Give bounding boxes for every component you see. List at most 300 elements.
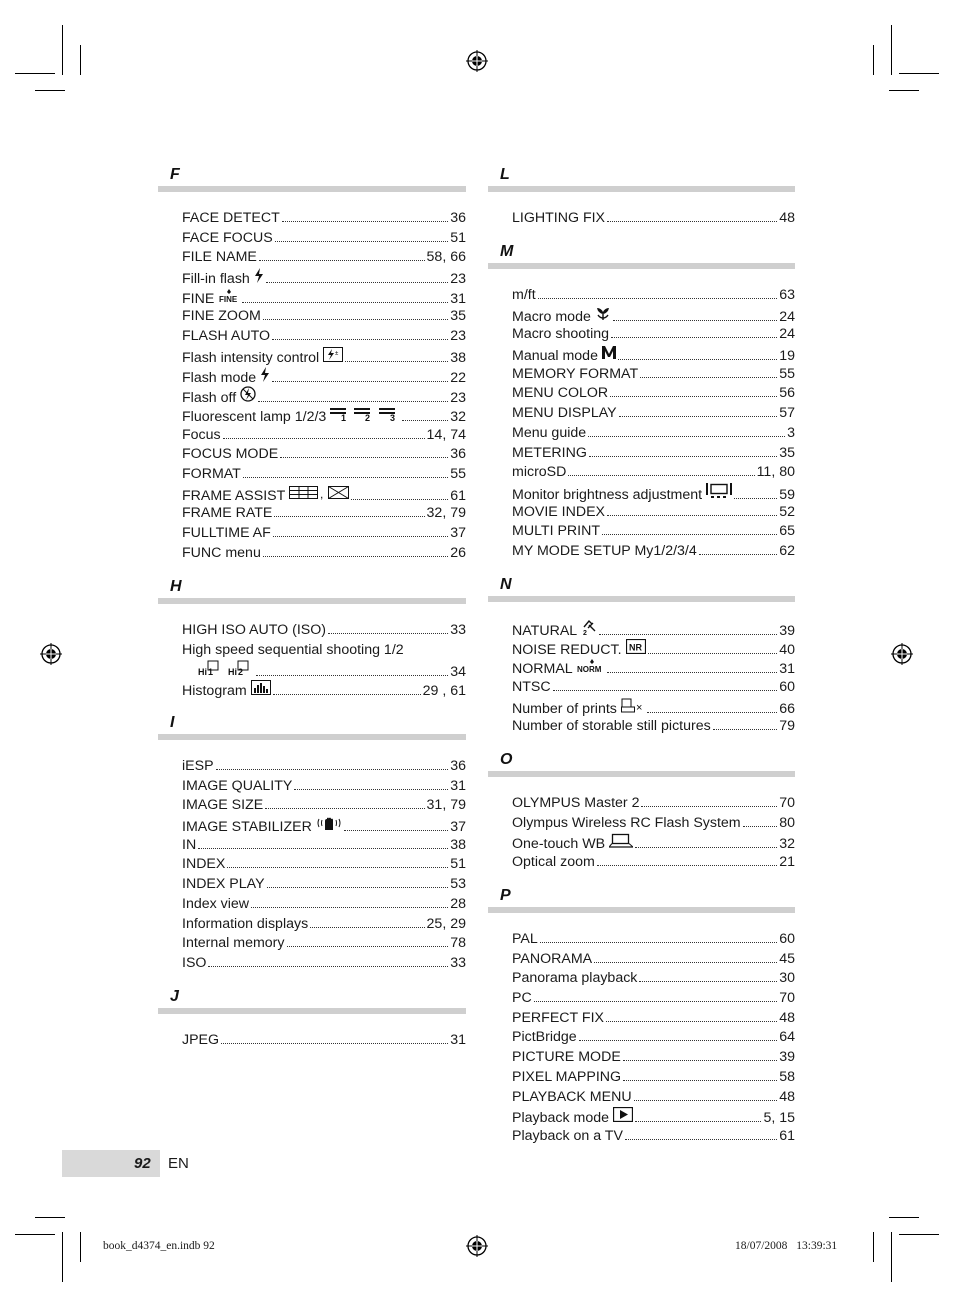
index-section-f [158, 168, 466, 563]
flash-icon [260, 367, 270, 389]
crop-mark [35, 1217, 65, 1218]
entry-label: iESP [182, 758, 214, 774]
index-entry [488, 1068, 795, 1088]
entry-label: Index view [182, 895, 250, 912]
dot-leader [602, 534, 777, 535]
entry-page-ref: 61 [450, 487, 466, 504]
dot-leader [618, 359, 777, 360]
dot-leader [599, 634, 777, 635]
index-entry [158, 777, 466, 797]
index-entry [488, 424, 795, 444]
entry-label: OLYMPUS Master 2 [512, 795, 640, 811]
svg-text:Hi: Hi [198, 667, 207, 677]
section-header [488, 245, 795, 269]
dot-leader [589, 456, 777, 457]
entry-label: PICTURE MODE [512, 1049, 621, 1066]
index-entry [158, 660, 466, 680]
print-count-icon [621, 698, 645, 720]
dot-leader [344, 830, 448, 831]
entry-label: microSD [512, 464, 567, 481]
entry-page-ref: 66 [779, 700, 795, 717]
entry-label: IMAGE SIZE [182, 797, 264, 814]
entry-label: IMAGE QUALITY [182, 777, 293, 794]
crop-mark [899, 73, 939, 74]
dot-leader [216, 769, 449, 770]
dot-leader [635, 1121, 761, 1122]
entry-page-ref: 39 [779, 1049, 795, 1066]
index-entry [488, 404, 795, 424]
crop-mark [889, 1217, 919, 1218]
section-letter: F [170, 166, 180, 183]
entry-label: IN [182, 836, 197, 853]
entry-page-ref: 62 [779, 542, 795, 559]
index-entry [158, 268, 466, 288]
dot-leader [256, 675, 448, 676]
index-entry [158, 386, 466, 406]
entry-page-ref: 24 [779, 326, 795, 343]
entry-page-ref: 79 [779, 718, 795, 735]
entry-label: Focus [182, 426, 221, 443]
entry-list [488, 794, 795, 873]
dot-leader [280, 457, 448, 458]
index-section-n [488, 578, 795, 737]
entry-label: FRAME RATE [182, 505, 273, 522]
entry-list [158, 757, 466, 974]
dot-leader [588, 436, 785, 437]
dot-leader [208, 966, 448, 967]
entry-page-ref: 56 [779, 385, 795, 402]
entry-page-ref: 60 [779, 679, 795, 696]
entry-label: Flash mode [182, 369, 257, 386]
entry-page-ref: 51 [450, 856, 466, 873]
svg-text:Hi: Hi [228, 667, 237, 677]
dot-leader [579, 1040, 778, 1041]
index-entry [158, 757, 466, 777]
svg-text:3: 3 [390, 412, 396, 421]
entry-page-ref: 61 [779, 1127, 795, 1144]
svg-text:2: 2 [365, 412, 371, 421]
section-header [488, 168, 795, 192]
index-entry [488, 853, 795, 873]
crop-mark [873, 1232, 874, 1262]
index-entry [158, 875, 466, 895]
index-entry [488, 483, 795, 503]
entry-page-ref: 52 [779, 503, 795, 520]
entry-page-ref: 32, 79 [426, 505, 466, 522]
index-entry [488, 1088, 795, 1108]
dot-leader [625, 1139, 777, 1140]
entry-page-ref: 35 [779, 444, 795, 461]
entry-label: Menu guide [512, 424, 587, 441]
entry-label: One-touch WB [512, 836, 606, 853]
crop-mark [80, 1232, 81, 1262]
entry-page-ref: 48 [779, 210, 795, 226]
dot-leader [713, 729, 778, 730]
entry-label: Monitor brightness adjustment [512, 486, 703, 503]
dot-leader [223, 438, 425, 439]
entry-page-ref: 33 [450, 954, 466, 971]
entry-list [488, 286, 795, 562]
registration-mark-icon [466, 50, 488, 72]
entry-page-ref: 33 [450, 622, 466, 638]
index-entry [158, 465, 466, 485]
index-section-o [488, 753, 795, 873]
section-bar [488, 186, 795, 192]
entry-page-ref: 31 [450, 777, 466, 794]
entry-page-ref: 32 [450, 408, 466, 425]
index-entry [158, 327, 466, 347]
index-entry [158, 504, 466, 524]
index-entry [488, 325, 795, 345]
crop-mark [62, 1232, 63, 1282]
entry-page-ref: 70 [779, 795, 795, 811]
registration-mark-icon [891, 643, 913, 665]
crop-mark [35, 90, 65, 91]
entry-label: MENU COLOR [512, 385, 609, 402]
entry-page-ref: 3 [787, 424, 795, 441]
dot-leader [258, 401, 448, 402]
section-header [158, 580, 466, 604]
dot-leader [607, 221, 777, 222]
entry-label: PAL [512, 931, 538, 947]
dot-leader [534, 1001, 778, 1002]
entry-label: Manual mode [512, 348, 598, 365]
normal-quality-icon [577, 658, 605, 680]
one-touch-wb-icon [609, 833, 633, 855]
svg-text:±: ± [335, 350, 339, 357]
entry-label: Playback mode [512, 1110, 609, 1127]
index-entry [158, 680, 466, 700]
index-entry [158, 347, 466, 367]
index-entry [488, 698, 795, 718]
section-letter: I [170, 714, 175, 731]
manual-mode-icon [602, 345, 616, 367]
index-entry [488, 1107, 795, 1127]
flash-icon [254, 268, 264, 290]
index-entry [488, 930, 795, 950]
entry-label: m/ft [512, 287, 536, 303]
entry-label: FINE ZOOM [182, 308, 261, 325]
dot-leader [699, 554, 777, 555]
crop-mark [899, 1234, 939, 1235]
svg-text:1: 1 [341, 412, 347, 421]
entry-list [488, 619, 795, 737]
entry-label: Histogram [182, 683, 247, 700]
dot-leader [568, 475, 754, 476]
index-entry [158, 796, 466, 816]
entry-page-ref: 32 [779, 836, 795, 853]
dot-leader [597, 865, 777, 866]
entry-page-ref: 5, 15 [763, 1110, 795, 1127]
index-entry [488, 619, 795, 639]
crop-mark [891, 1232, 892, 1282]
flash-intensity-icon [323, 347, 343, 369]
entry-page-ref: 35 [450, 308, 466, 325]
index-entry [488, 950, 795, 970]
entry-page-ref: 29 , 61 [422, 683, 466, 700]
section-bar [488, 771, 795, 777]
dot-leader [273, 694, 421, 695]
monitor-brightness-icon [706, 483, 732, 506]
flash-off-icon [240, 386, 256, 409]
entry-label: INDEX PLAY [182, 876, 265, 893]
dot-leader [272, 339, 448, 340]
index-entry [158, 288, 466, 308]
index-entry [488, 717, 795, 737]
dot-leader [310, 927, 424, 928]
dot-leader [275, 241, 449, 242]
index-entry [158, 406, 466, 426]
entry-page-ref: 26 [450, 544, 466, 561]
crop-mark [891, 25, 892, 75]
entry-label: NOISE REDUCT. [512, 641, 622, 658]
entry-list [158, 621, 466, 700]
crop-mark [889, 90, 919, 91]
dot-leader [623, 1060, 777, 1061]
svg-text:2: 2 [583, 630, 588, 635]
dot-leader [267, 887, 449, 888]
entry-label: Fill-in flash [182, 271, 250, 288]
section-letter: P [500, 887, 511, 904]
index-entry [158, 485, 466, 505]
entry-label: MEMORY FORMAT [512, 365, 639, 382]
entry-label: FILE NAME [182, 249, 257, 266]
dot-leader [634, 1100, 778, 1101]
entry-label: METERING [512, 444, 587, 461]
dot-leader [538, 298, 778, 299]
svg-text:2: 2 [238, 667, 244, 677]
index-entry [488, 542, 795, 562]
index-entry [158, 915, 466, 935]
entry-page-ref: 65 [779, 523, 795, 540]
crop-mark [15, 73, 55, 74]
index-entry [158, 621, 466, 641]
dot-leader [243, 477, 448, 478]
index-entry [488, 969, 795, 989]
entry-label: FINE [182, 290, 215, 307]
dot-leader [734, 498, 777, 499]
entry-label: Macro shooting [512, 326, 609, 343]
entry-page-ref: 60 [779, 931, 795, 947]
section-bar [158, 186, 466, 192]
index-entry [488, 365, 795, 385]
entry-page-ref: 45 [779, 950, 795, 967]
dot-leader [287, 946, 449, 947]
index-section-j [158, 990, 466, 1051]
entry-page-ref: 55 [450, 465, 466, 482]
dot-leader [265, 808, 424, 809]
dot-leader [273, 536, 448, 537]
entry-page-ref: 57 [779, 405, 795, 422]
dot-leader [266, 282, 448, 283]
entry-label: NTSC [512, 679, 551, 696]
entry-page-ref: 14, 74 [426, 426, 466, 443]
index-entry [158, 816, 466, 836]
svg-text:NORM: NORM [576, 665, 602, 674]
print-slug-datetime: 18/07/2008 13:39:31 [735, 1240, 838, 1252]
section-letter: N [500, 576, 512, 593]
section-letter: O [500, 751, 513, 768]
section-bar [158, 734, 466, 740]
entry-page-ref: 23 [450, 390, 466, 407]
dot-leader [345, 361, 448, 362]
index-entry [158, 426, 466, 446]
index-entry [158, 954, 466, 974]
entry-page-ref: 30 [779, 970, 795, 987]
entry-label: Flash off [182, 390, 237, 407]
entry-page-ref: 25, 29 [426, 915, 466, 932]
dot-leader [251, 907, 448, 908]
index-entry [488, 1009, 795, 1029]
entry-page-ref: 36 [450, 758, 466, 774]
index-entry [158, 445, 466, 465]
dot-leader [263, 556, 448, 557]
frame-assist-icons [289, 485, 349, 507]
index-entry [158, 1031, 466, 1051]
entry-page-ref: 23 [450, 271, 466, 288]
entry-label: NATURAL [512, 623, 578, 639]
index-section-i [158, 716, 466, 974]
dot-leader [242, 302, 448, 303]
dot-leader [606, 1021, 777, 1022]
section-header [488, 889, 795, 913]
entry-page-ref: 31, 79 [426, 797, 466, 814]
entry-page-ref: 37 [450, 819, 466, 836]
index-entry [488, 814, 795, 834]
entry-page-ref: 36 [450, 210, 466, 226]
entry-page-ref: 37 [450, 525, 466, 541]
entry-page-ref: 78 [450, 935, 466, 952]
entry-page-ref: 40 [779, 641, 795, 658]
dot-leader [639, 981, 777, 982]
entry-label: PLAYBACK MENU [512, 1088, 632, 1105]
dot-leader [402, 420, 448, 421]
dot-leader [613, 320, 777, 321]
entry-label: PERFECT FIX [512, 1009, 604, 1026]
entry-label: HIGH ISO AUTO (ISO) [182, 622, 326, 638]
entry-page-ref: 48 [779, 1088, 795, 1105]
index-entry [488, 658, 795, 678]
dot-leader [743, 826, 778, 827]
index-entry [488, 345, 795, 365]
index-section-l [488, 168, 795, 229]
entry-label: Olympus Wireless RC Flash System [512, 814, 741, 831]
entry-label: INDEX [182, 856, 226, 873]
section-header [158, 168, 466, 192]
dot-leader [641, 806, 777, 807]
entry-label: PIXEL MAPPING [512, 1068, 622, 1085]
section-header [158, 990, 466, 1014]
index-entry [158, 248, 466, 268]
index-entry [488, 384, 795, 404]
entry-page-ref: 58, 66 [426, 249, 466, 266]
fine-quality-icon [218, 288, 240, 310]
entry-page-ref: 48 [779, 1009, 795, 1026]
index-entry [158, 855, 466, 875]
dot-leader [611, 337, 777, 338]
entry-label: Information displays [182, 915, 309, 932]
registration-mark-icon [466, 1235, 488, 1257]
high-speed-sequential-icons [198, 660, 254, 683]
index-entry [158, 307, 466, 327]
entry-page-ref: 23 [450, 328, 466, 345]
dot-leader [351, 499, 448, 500]
index-entry [158, 209, 466, 229]
entry-label: FACE FOCUS [182, 229, 273, 246]
fluorescent-icons [330, 406, 400, 428]
entry-page-ref: 31 [779, 661, 795, 678]
crop-mark [15, 1234, 55, 1235]
entry-page-ref: 64 [779, 1029, 795, 1046]
svg-text:1: 1 [208, 667, 214, 677]
entry-page-ref: 58 [779, 1068, 795, 1085]
dot-leader [647, 712, 777, 713]
dot-leader [610, 396, 777, 397]
index-section-p [488, 889, 795, 1147]
entry-page-ref: 22 [450, 369, 466, 386]
playback-icon [613, 1107, 633, 1129]
entry-page-ref: 59 [779, 486, 795, 503]
entry-label: High speed sequential shooting 1/2 [182, 641, 404, 658]
dot-leader [635, 847, 777, 848]
index-entry [488, 639, 795, 659]
entry-label: Optical zoom [512, 854, 595, 871]
crop-mark [80, 45, 81, 75]
entry-page-ref: 28 [450, 895, 466, 912]
dot-leader [623, 1080, 777, 1081]
entry-label: Panorama playback [512, 970, 638, 987]
entry-label: FLASH AUTO [182, 328, 271, 345]
entry-page-ref: 31 [450, 1032, 466, 1048]
index-entry [488, 1028, 795, 1048]
entry-page-ref: 21 [779, 854, 795, 871]
section-letter: H [170, 578, 182, 595]
entry-label: MENU DISPLAY [512, 405, 617, 422]
entry-label: IMAGE STABILIZER [182, 819, 312, 836]
dot-leader [648, 653, 778, 654]
entry-label: FOCUS MODE [182, 446, 279, 463]
index-entry [158, 544, 466, 564]
entry-page-ref: 36 [450, 446, 466, 463]
entry-label: Macro mode [512, 308, 591, 325]
index-section-h [158, 580, 466, 700]
entry-label: NORMAL [512, 661, 573, 678]
dot-leader [540, 942, 777, 943]
entry-label: LIGHTING FIX [512, 210, 606, 226]
dot-leader [221, 1043, 448, 1044]
entry-label: Flash intensity control [182, 349, 320, 366]
dot-leader [328, 633, 448, 634]
print-slug-file: book_d4374_en.indb 92 [103, 1240, 215, 1252]
index-entry [488, 286, 795, 306]
entry-page-ref: 34 [450, 664, 466, 681]
section-bar [488, 907, 795, 913]
entry-label: PictBridge [512, 1029, 577, 1046]
entry-page-ref: 51 [450, 229, 466, 246]
image-stabilizer-icon [316, 816, 342, 838]
entry-label: JPEG [182, 1032, 220, 1048]
crop-mark [62, 25, 63, 75]
entry-page-ref: 24 [779, 308, 795, 325]
index-entry [158, 229, 466, 249]
index-entry [158, 934, 466, 954]
entry-label: FULLTIME AF [182, 525, 271, 541]
entry-page-ref: 39 [779, 623, 795, 639]
entry-page-ref: 31 [450, 290, 466, 307]
entry-page-ref: 70 [779, 990, 795, 1007]
index-entry [488, 1048, 795, 1068]
entry-page-ref: 19 [779, 348, 795, 365]
